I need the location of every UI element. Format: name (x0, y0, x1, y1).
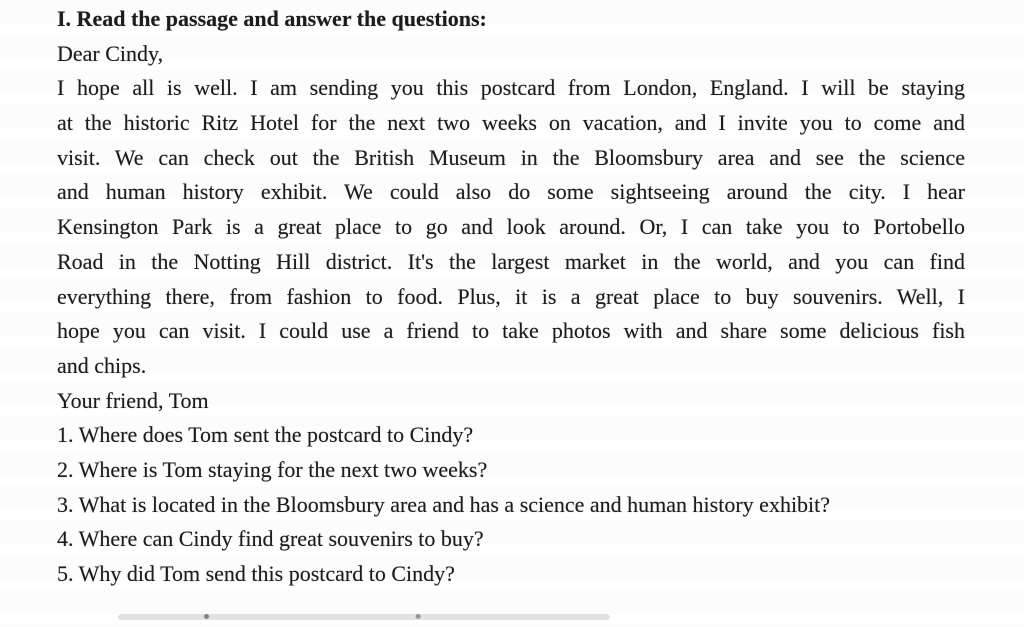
letter-body-line: Kensington Park is a great place to go and look around. Or, I can take you to Portobello (57, 214, 965, 240)
letter-body-line: and human history exhibit. We could also do some sightseeing around the city. I hear (57, 179, 965, 205)
question-1: 1. Where does Tom sent the postcard to Cindy? (57, 422, 474, 448)
letter-body-line: Road in the Notting Hill district. It's the largest market in the world, and you can find (57, 248, 965, 274)
question-5: 5. Why did Tom send this postcard to Cindy? (57, 561, 455, 586)
letter-body-line: I hope all is well. I am sending you this postcard from London, England. I will be staying (57, 75, 965, 101)
letter-body-line: everything there, from fashion to food. Plus, it is a great place to buy souvenirs. Well, I (57, 283, 965, 309)
scan-artifact (118, 614, 610, 620)
letter-signature: Your friend, Tom (57, 387, 209, 413)
worksheet-content (57, 2, 965, 592)
letter-body-line: at the historic Ritz Hotel for the next two weeks on vacation, and I invite you to come and (57, 110, 965, 136)
question-4: 4. Where can Cindy find great souvenirs to buy? (57, 526, 484, 552)
letter-body-line: and chips. (57, 352, 147, 378)
question-2: 2. Where is Tom staying for the next two weeks? (57, 456, 488, 482)
letter-body-line: hope you can visit. I could use a friend to take photos with and share some delicious fish (57, 318, 965, 344)
section-heading: I. Read the passage and answer the questions: (57, 6, 487, 31)
letter-salutation: Dear Cindy, (57, 40, 164, 66)
question-list (57, 418, 965, 591)
letter-body (57, 71, 965, 383)
letter-body-line: visit. We can check out the British Museum in the Bloomsbury area and see the science (57, 144, 965, 170)
question-3: 3. What is located in the Bloomsbury area and has a science and human history exhibit? (57, 491, 831, 517)
